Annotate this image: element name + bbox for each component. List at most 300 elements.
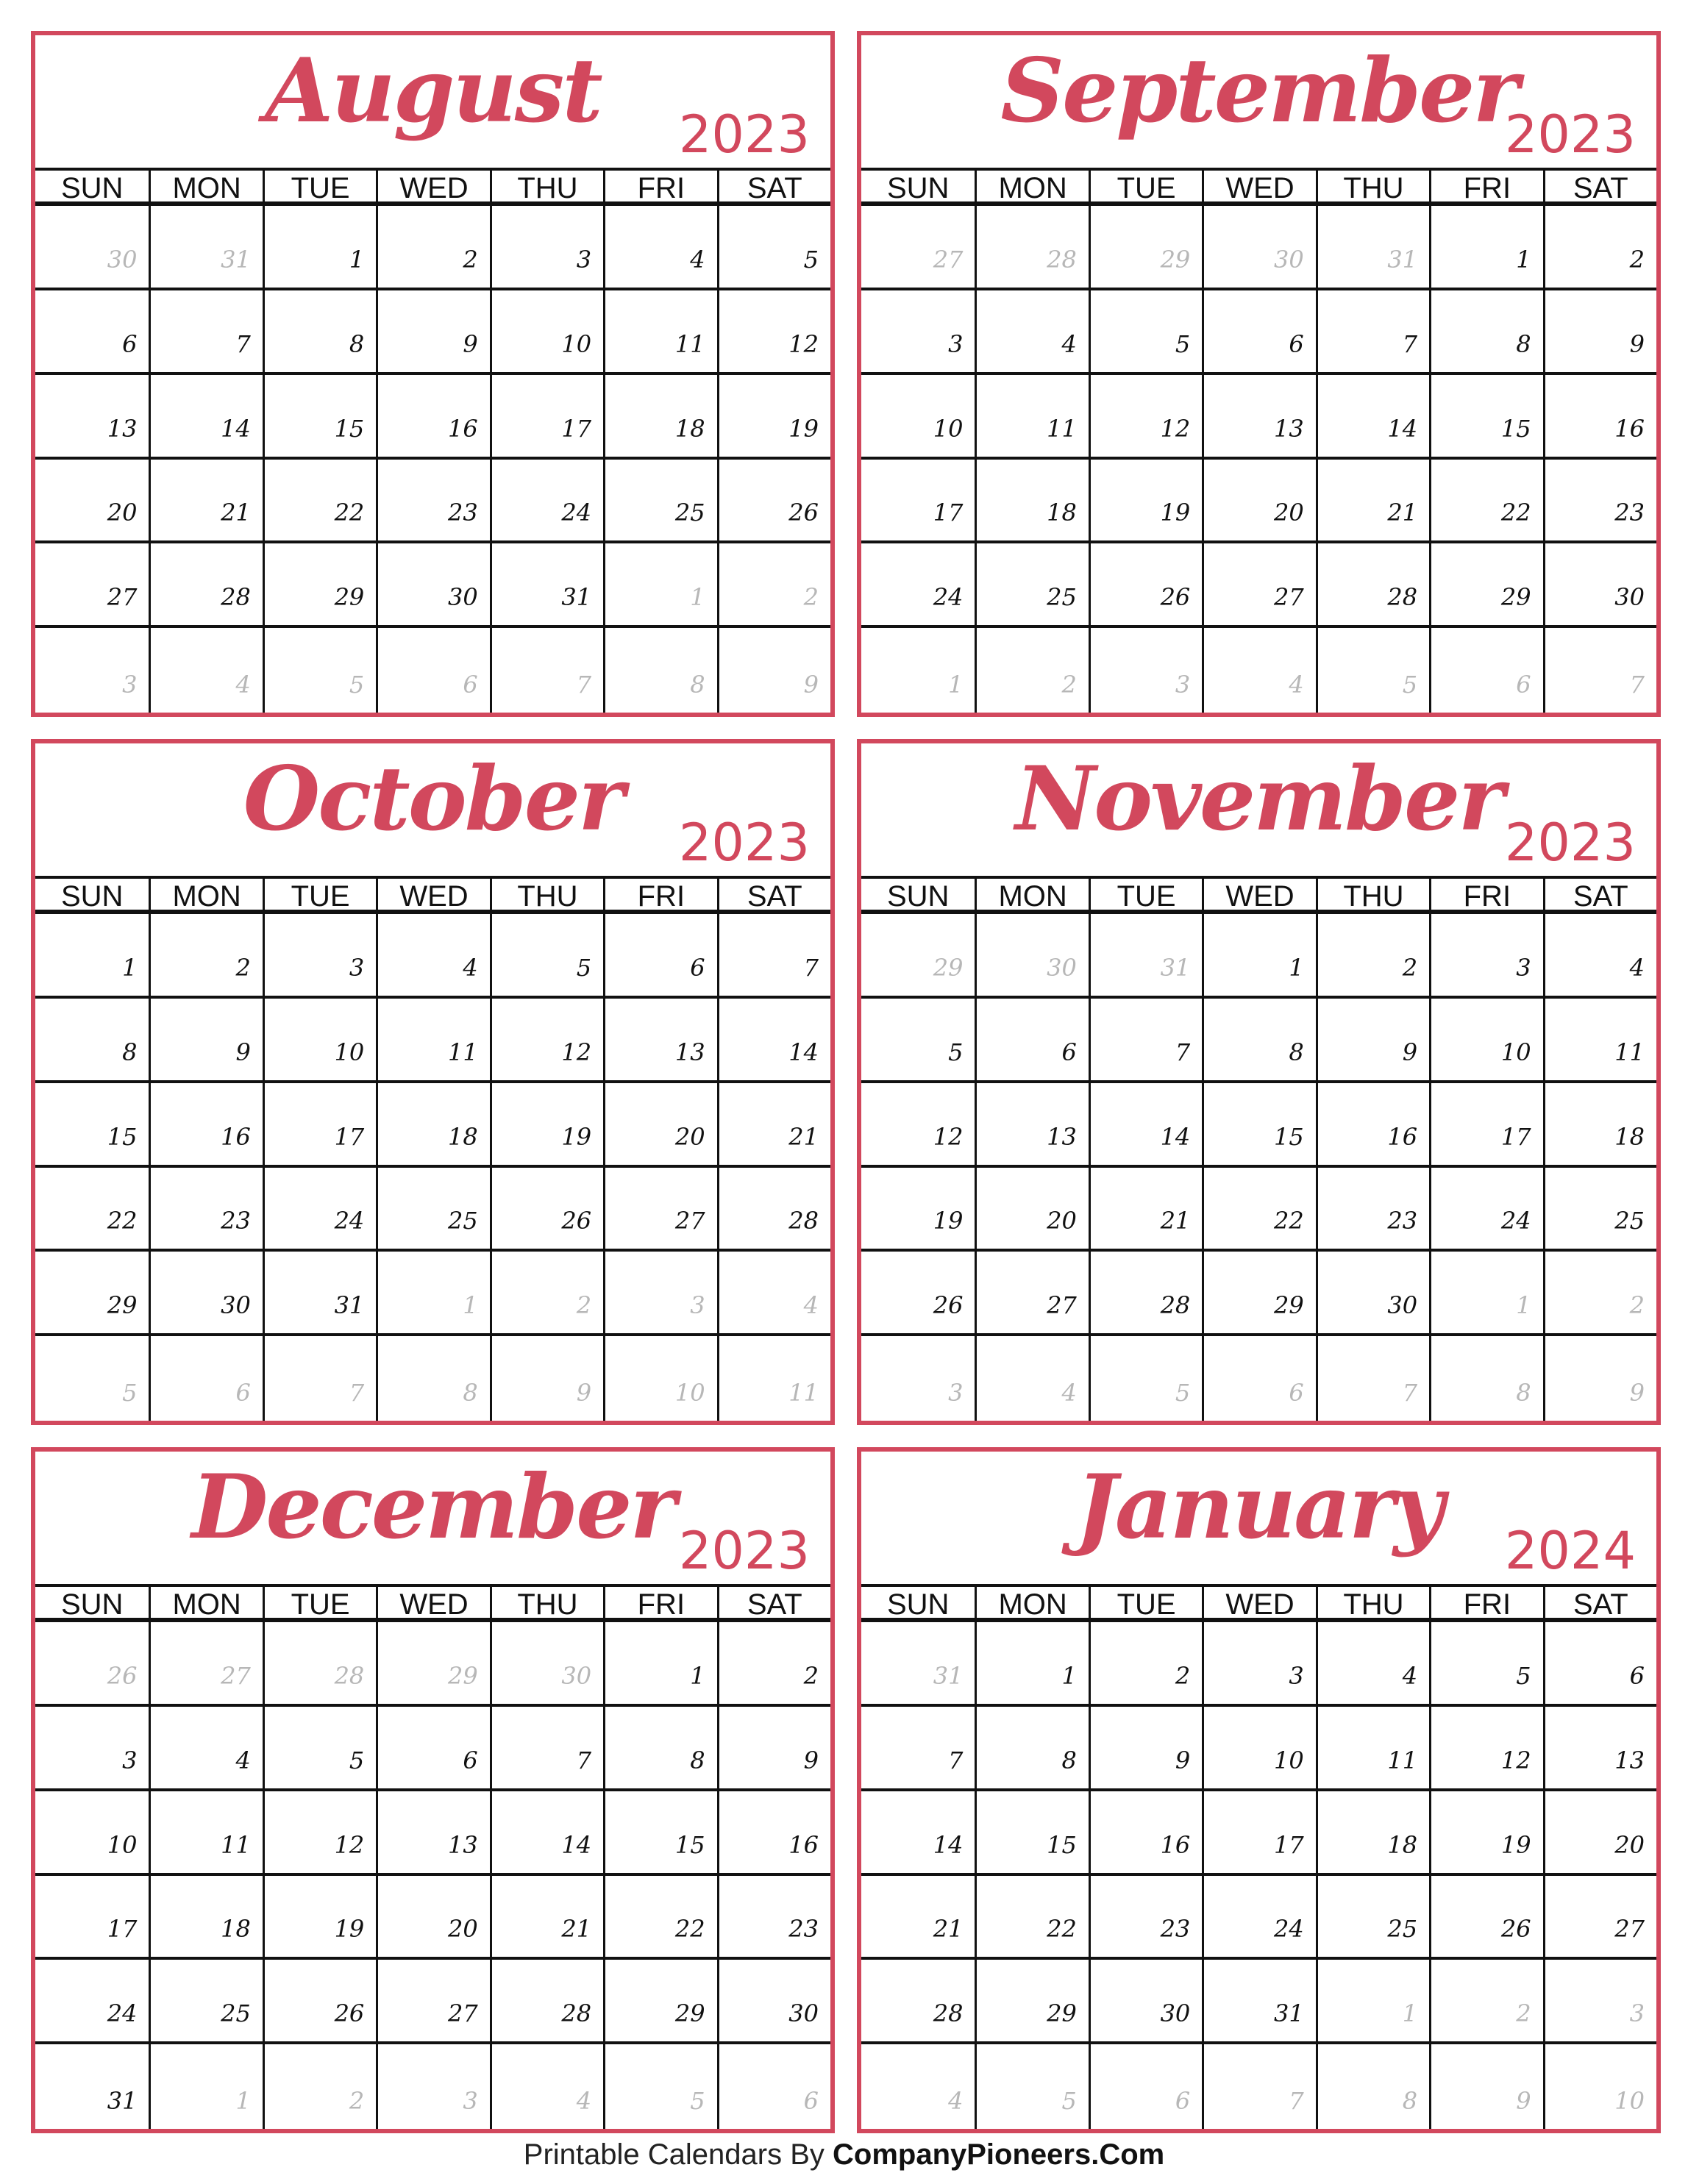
weekday-tue: TUE bbox=[263, 171, 376, 206]
day-cell bbox=[603, 375, 716, 460]
day-number: 30 bbox=[1387, 1291, 1418, 1320]
day-cell bbox=[1543, 914, 1656, 999]
day-cell bbox=[1543, 1622, 1656, 1707]
weekday-header-row bbox=[861, 168, 1656, 206]
day-number: 2 bbox=[1629, 245, 1645, 274]
month-name: December bbox=[191, 1455, 674, 1559]
day-cell bbox=[149, 1252, 262, 1336]
day-number: 25 bbox=[1614, 1207, 1645, 1235]
day-number: 27 bbox=[933, 245, 964, 274]
day-cell-adjacent-month bbox=[1316, 628, 1429, 713]
day-cell-adjacent-month bbox=[975, 628, 1088, 713]
day-cell bbox=[376, 1960, 489, 2044]
day-number: 17 bbox=[107, 1915, 138, 1944]
day-number: 3 bbox=[948, 329, 964, 358]
day-cell bbox=[263, 999, 376, 1083]
day-cell-adjacent-month bbox=[1429, 1252, 1542, 1336]
day-cell bbox=[717, 1791, 830, 1876]
day-number: 27 bbox=[107, 583, 138, 612]
month-august bbox=[31, 31, 835, 717]
day-number: 25 bbox=[221, 1999, 251, 2028]
day-grid bbox=[861, 206, 1656, 713]
day-cell bbox=[35, 543, 149, 628]
day-cell-adjacent-month bbox=[263, 1336, 376, 1421]
day-cell bbox=[1429, 1083, 1542, 1168]
day-number: 5 bbox=[349, 1746, 365, 1774]
footer-credit bbox=[0, 2136, 1688, 2173]
day-cell bbox=[1316, 1707, 1429, 1791]
day-cell bbox=[603, 1083, 716, 1168]
day-cell-adjacent-month bbox=[1429, 2044, 1542, 2129]
day-number: 31 bbox=[561, 583, 592, 612]
day-cell bbox=[1429, 1168, 1542, 1252]
day-cell-adjacent-month bbox=[376, 1622, 489, 1707]
day-cell bbox=[149, 543, 262, 628]
day-number: 14 bbox=[1160, 1122, 1191, 1151]
day-number: 7 bbox=[235, 329, 251, 358]
day-number: 7 bbox=[1402, 1379, 1418, 1407]
day-cell bbox=[1429, 375, 1542, 460]
day-cell bbox=[717, 1168, 830, 1252]
day-cell bbox=[263, 1876, 376, 1960]
day-cell bbox=[490, 999, 603, 1083]
day-cell bbox=[1202, 1791, 1315, 1876]
day-cell-adjacent-month bbox=[1429, 1336, 1542, 1421]
weekday-sun: SUN bbox=[60, 1588, 124, 1621]
day-number: 29 bbox=[334, 583, 365, 612]
month-november bbox=[857, 739, 1661, 1425]
day-number: 6 bbox=[1629, 1661, 1645, 1690]
day-number: 30 bbox=[561, 1661, 592, 1690]
day-cell bbox=[1202, 1252, 1315, 1336]
day-cell bbox=[490, 460, 603, 544]
day-cell-adjacent-month bbox=[1543, 2044, 1656, 2129]
month-year: 2023 bbox=[1504, 813, 1636, 873]
day-number: 8 bbox=[349, 329, 365, 358]
weekday-header-row bbox=[35, 168, 830, 206]
day-cell-adjacent-month bbox=[490, 1336, 603, 1421]
day-cell-adjacent-month bbox=[376, 1336, 489, 1421]
day-number: 12 bbox=[1500, 1746, 1531, 1774]
day-cell bbox=[861, 1876, 975, 1960]
day-number: 24 bbox=[1500, 1207, 1531, 1235]
day-cell bbox=[1543, 375, 1656, 460]
day-number: 3 bbox=[690, 1291, 705, 1320]
day-cell bbox=[1089, 999, 1202, 1083]
day-number: 25 bbox=[1047, 583, 1077, 612]
day-number: 20 bbox=[1273, 499, 1304, 527]
day-number: 12 bbox=[788, 329, 819, 358]
day-cell-adjacent-month bbox=[1089, 2044, 1202, 2129]
day-cell bbox=[1089, 1083, 1202, 1168]
day-cell bbox=[1543, 1083, 1656, 1168]
weekday-thu: THU bbox=[490, 879, 603, 914]
day-cell bbox=[1202, 460, 1315, 544]
day-number: 29 bbox=[1273, 1291, 1304, 1320]
month-year: 2023 bbox=[678, 1521, 810, 1581]
day-number: 9 bbox=[803, 1746, 819, 1774]
day-cell-adjacent-month bbox=[1429, 628, 1542, 713]
day-number: 5 bbox=[122, 1379, 138, 1407]
day-number: 3 bbox=[1629, 1999, 1645, 2028]
day-cell bbox=[490, 1960, 603, 2044]
day-cell-adjacent-month bbox=[149, 2044, 262, 2129]
day-number: 27 bbox=[1614, 1915, 1645, 1944]
day-number: 28 bbox=[788, 1207, 819, 1235]
day-number: 4 bbox=[1061, 329, 1077, 358]
weekday-wed: WED bbox=[1202, 1587, 1315, 1622]
day-cell bbox=[1429, 206, 1542, 290]
day-number: 2 bbox=[463, 245, 478, 274]
day-cell bbox=[490, 1083, 603, 1168]
day-cell bbox=[603, 290, 716, 375]
day-cell bbox=[1202, 1960, 1315, 2044]
day-number: 7 bbox=[1402, 329, 1418, 358]
day-number: 4 bbox=[1629, 953, 1645, 982]
day-cell-adjacent-month bbox=[149, 1622, 262, 1707]
day-number: 30 bbox=[107, 245, 138, 274]
day-cell bbox=[1543, 1876, 1656, 1960]
footer-brand: CompanyPioneers.Com bbox=[833, 2138, 1165, 2171]
day-cell bbox=[263, 375, 376, 460]
day-number: 22 bbox=[107, 1207, 138, 1235]
day-cell bbox=[975, 1622, 1088, 1707]
day-number: 1 bbox=[1402, 1999, 1418, 2028]
day-cell bbox=[861, 1252, 975, 1336]
day-cell bbox=[490, 543, 603, 628]
day-number: 9 bbox=[235, 1038, 251, 1066]
day-cell bbox=[1543, 206, 1656, 290]
day-number: 23 bbox=[788, 1915, 819, 1944]
day-number: 3 bbox=[948, 1379, 964, 1407]
day-cell bbox=[1429, 999, 1542, 1083]
day-cell bbox=[861, 1791, 975, 1876]
day-number: 15 bbox=[674, 1830, 705, 1859]
day-number: 1 bbox=[349, 245, 365, 274]
day-number: 31 bbox=[1387, 245, 1418, 274]
day-number: 9 bbox=[1516, 2087, 1531, 2115]
day-cell bbox=[861, 460, 975, 544]
day-number: 8 bbox=[1289, 1038, 1304, 1066]
day-number: 3 bbox=[1516, 953, 1531, 982]
day-cell bbox=[1202, 375, 1315, 460]
day-number: 3 bbox=[1175, 671, 1191, 699]
day-number: 26 bbox=[788, 499, 819, 527]
day-number: 3 bbox=[463, 2087, 478, 2115]
day-cell bbox=[263, 1083, 376, 1168]
weekday-wed: WED bbox=[1202, 171, 1315, 206]
day-number: 15 bbox=[107, 1122, 138, 1151]
day-number: 5 bbox=[1175, 329, 1191, 358]
day-cell bbox=[603, 1622, 716, 1707]
day-cell bbox=[717, 375, 830, 460]
day-cell-adjacent-month bbox=[1543, 1960, 1656, 2044]
day-cell bbox=[861, 543, 975, 628]
day-number: 1 bbox=[690, 583, 705, 612]
day-number: 7 bbox=[1629, 671, 1645, 699]
day-cell bbox=[1202, 914, 1315, 999]
day-number: 16 bbox=[1614, 414, 1645, 443]
day-cell-adjacent-month bbox=[376, 1252, 489, 1336]
day-cell bbox=[603, 1960, 716, 2044]
day-number: 10 bbox=[933, 414, 964, 443]
day-number: 13 bbox=[447, 1830, 478, 1859]
day-number: 1 bbox=[1061, 1661, 1077, 1690]
month-header bbox=[35, 35, 830, 168]
day-cell bbox=[975, 999, 1088, 1083]
day-cell bbox=[1089, 1168, 1202, 1252]
day-number: 28 bbox=[221, 583, 251, 612]
weekday-sat: SAT bbox=[717, 879, 830, 914]
day-number: 4 bbox=[690, 245, 705, 274]
day-number: 26 bbox=[334, 1999, 365, 2028]
weekday-tue: TUE bbox=[1089, 171, 1202, 206]
day-number: 7 bbox=[948, 1746, 964, 1774]
day-cell-adjacent-month bbox=[861, 1622, 975, 1707]
day-number: 31 bbox=[107, 2087, 138, 2115]
day-cell bbox=[1089, 1622, 1202, 1707]
day-cell bbox=[603, 1791, 716, 1876]
day-number: 26 bbox=[1160, 583, 1191, 612]
day-number: 29 bbox=[674, 1999, 705, 2028]
weekday-tue: TUE bbox=[1089, 879, 1202, 914]
day-cell bbox=[1429, 543, 1542, 628]
day-cell bbox=[975, 1876, 1088, 1960]
day-cell bbox=[603, 1168, 716, 1252]
day-number: 10 bbox=[1614, 2087, 1645, 2115]
day-cell-adjacent-month bbox=[1089, 206, 1202, 290]
day-cell bbox=[376, 1168, 489, 1252]
day-number: 22 bbox=[1500, 499, 1531, 527]
day-cell bbox=[1429, 290, 1542, 375]
day-cell bbox=[35, 460, 149, 544]
day-number: 9 bbox=[1402, 1038, 1418, 1066]
day-cell bbox=[603, 460, 716, 544]
day-number: 27 bbox=[1047, 1291, 1077, 1320]
day-cell-adjacent-month bbox=[1316, 1336, 1429, 1421]
day-cell bbox=[149, 1791, 262, 1876]
day-cell bbox=[1429, 460, 1542, 544]
day-number: 30 bbox=[788, 1999, 819, 2028]
weekday-fri: FRI bbox=[603, 1587, 716, 1622]
day-cell bbox=[490, 375, 603, 460]
day-number: 16 bbox=[1387, 1122, 1418, 1151]
day-cell bbox=[1089, 1707, 1202, 1791]
day-cell-adjacent-month bbox=[149, 206, 262, 290]
day-cell-adjacent-month bbox=[1543, 628, 1656, 713]
day-cell bbox=[975, 1083, 1088, 1168]
day-cell-adjacent-month bbox=[603, 543, 716, 628]
day-number: 1 bbox=[1289, 953, 1304, 982]
day-cell bbox=[1089, 1960, 1202, 2044]
day-number: 27 bbox=[674, 1207, 705, 1235]
day-cell-adjacent-month bbox=[149, 628, 262, 713]
day-number: 4 bbox=[576, 2087, 592, 2115]
weekday-sun: SUN bbox=[60, 172, 124, 204]
weekday-fri: FRI bbox=[1429, 171, 1542, 206]
day-number: 18 bbox=[674, 414, 705, 443]
day-number: 6 bbox=[803, 2087, 819, 2115]
day-number: 6 bbox=[235, 1379, 251, 1407]
day-number: 13 bbox=[674, 1038, 705, 1066]
day-cell bbox=[717, 1083, 830, 1168]
day-number: 27 bbox=[1273, 583, 1304, 612]
day-number: 26 bbox=[933, 1291, 964, 1320]
day-number: 23 bbox=[447, 499, 478, 527]
day-cell bbox=[376, 999, 489, 1083]
day-cell bbox=[1543, 543, 1656, 628]
day-number: 25 bbox=[447, 1207, 478, 1235]
day-number: 26 bbox=[107, 1661, 138, 1690]
day-cell bbox=[376, 1083, 489, 1168]
weekday-mon: MON bbox=[149, 879, 262, 914]
day-number: 5 bbox=[349, 671, 365, 699]
day-number: 23 bbox=[1160, 1915, 1191, 1944]
day-number: 8 bbox=[1516, 1379, 1531, 1407]
day-cell bbox=[263, 1960, 376, 2044]
day-cell bbox=[1316, 1876, 1429, 1960]
day-number: 5 bbox=[1175, 1379, 1191, 1407]
day-cell-adjacent-month bbox=[717, 1252, 830, 1336]
day-cell bbox=[975, 1168, 1088, 1252]
day-number: 12 bbox=[1160, 414, 1191, 443]
weekday-sun: SUN bbox=[886, 172, 950, 204]
day-cell bbox=[149, 1960, 262, 2044]
month-december bbox=[31, 1447, 835, 2133]
day-number: 28 bbox=[334, 1661, 365, 1690]
weekday-fri: FRI bbox=[1429, 879, 1542, 914]
day-cell bbox=[717, 1622, 830, 1707]
day-number: 1 bbox=[1516, 1291, 1531, 1320]
day-number: 21 bbox=[788, 1122, 819, 1151]
weekday-mon: MON bbox=[975, 879, 1088, 914]
day-cell-adjacent-month bbox=[376, 628, 489, 713]
weekday-tue: TUE bbox=[263, 1587, 376, 1622]
day-number: 10 bbox=[674, 1379, 705, 1407]
day-cell bbox=[975, 290, 1088, 375]
day-number: 19 bbox=[334, 1915, 365, 1944]
day-cell-adjacent-month bbox=[490, 2044, 603, 2129]
day-number: 3 bbox=[1289, 1661, 1304, 1690]
day-number: 30 bbox=[447, 583, 478, 612]
day-number: 15 bbox=[1500, 414, 1531, 443]
day-number: 30 bbox=[221, 1291, 251, 1320]
day-cell bbox=[376, 375, 489, 460]
day-cell bbox=[35, 375, 149, 460]
day-cell bbox=[861, 999, 975, 1083]
day-cell bbox=[603, 206, 716, 290]
day-cell bbox=[1316, 290, 1429, 375]
day-cell bbox=[376, 914, 489, 999]
day-cell bbox=[263, 914, 376, 999]
day-cell bbox=[149, 914, 262, 999]
day-number: 10 bbox=[107, 1830, 138, 1859]
day-number: 29 bbox=[1160, 245, 1191, 274]
day-cell bbox=[717, 290, 830, 375]
day-cell bbox=[975, 460, 1088, 544]
month-header bbox=[861, 35, 1656, 168]
day-number: 15 bbox=[1273, 1122, 1304, 1151]
day-number: 25 bbox=[674, 499, 705, 527]
day-number: 23 bbox=[221, 1207, 251, 1235]
day-number: 4 bbox=[235, 671, 251, 699]
day-cell bbox=[149, 1876, 262, 1960]
day-cell bbox=[149, 1707, 262, 1791]
day-cell-adjacent-month bbox=[1089, 628, 1202, 713]
day-number: 7 bbox=[576, 1746, 592, 1774]
day-cell bbox=[490, 290, 603, 375]
day-cell bbox=[35, 290, 149, 375]
day-number: 18 bbox=[1614, 1122, 1645, 1151]
day-number: 20 bbox=[1614, 1830, 1645, 1859]
day-cell bbox=[263, 206, 376, 290]
day-number: 17 bbox=[334, 1122, 365, 1151]
day-cell bbox=[1089, 1252, 1202, 1336]
day-number: 31 bbox=[334, 1291, 365, 1320]
day-number: 18 bbox=[447, 1122, 478, 1151]
day-cell bbox=[1543, 1707, 1656, 1791]
day-number: 28 bbox=[1387, 583, 1418, 612]
day-number: 3 bbox=[576, 245, 592, 274]
day-number: 1 bbox=[948, 671, 964, 699]
day-number: 30 bbox=[1273, 245, 1304, 274]
day-cell bbox=[717, 1876, 830, 1960]
day-number: 21 bbox=[933, 1915, 964, 1944]
day-cell bbox=[149, 375, 262, 460]
day-cell bbox=[1543, 1791, 1656, 1876]
day-number: 17 bbox=[933, 499, 964, 527]
day-cell-adjacent-month bbox=[717, 1336, 830, 1421]
day-cell-adjacent-month bbox=[861, 628, 975, 713]
day-number: 2 bbox=[1629, 1291, 1645, 1320]
day-cell bbox=[376, 290, 489, 375]
day-number: 22 bbox=[334, 499, 365, 527]
day-number: 13 bbox=[1614, 1746, 1645, 1774]
day-cell-adjacent-month bbox=[717, 2044, 830, 2129]
day-cell-adjacent-month bbox=[490, 1252, 603, 1336]
month-year: 2024 bbox=[1504, 1521, 1636, 1581]
day-cell bbox=[1089, 543, 1202, 628]
day-number: 2 bbox=[1516, 1999, 1531, 2028]
day-number: 5 bbox=[1061, 2087, 1077, 2115]
day-number: 14 bbox=[788, 1038, 819, 1066]
day-number: 1 bbox=[122, 953, 138, 982]
day-cell-adjacent-month bbox=[975, 914, 1088, 999]
day-cell bbox=[263, 543, 376, 628]
day-cell bbox=[490, 914, 603, 999]
weekday-wed: WED bbox=[376, 1587, 489, 1622]
day-number: 8 bbox=[1061, 1746, 1077, 1774]
day-number: 12 bbox=[561, 1038, 592, 1066]
day-number: 3 bbox=[349, 953, 365, 982]
day-number: 18 bbox=[1387, 1830, 1418, 1859]
day-number: 29 bbox=[447, 1661, 478, 1690]
day-cell-adjacent-month bbox=[861, 1336, 975, 1421]
day-cell bbox=[263, 1252, 376, 1336]
month-year: 2023 bbox=[678, 104, 810, 165]
day-number: 10 bbox=[1500, 1038, 1531, 1066]
day-cell bbox=[1543, 999, 1656, 1083]
day-number: 17 bbox=[561, 414, 592, 443]
day-cell bbox=[717, 206, 830, 290]
day-number: 24 bbox=[1273, 1915, 1304, 1944]
day-cell-adjacent-month bbox=[263, 2044, 376, 2129]
day-number: 17 bbox=[1273, 1830, 1304, 1859]
day-cell bbox=[603, 1876, 716, 1960]
day-number: 21 bbox=[1387, 499, 1418, 527]
day-cell bbox=[263, 460, 376, 544]
day-number: 10 bbox=[334, 1038, 365, 1066]
